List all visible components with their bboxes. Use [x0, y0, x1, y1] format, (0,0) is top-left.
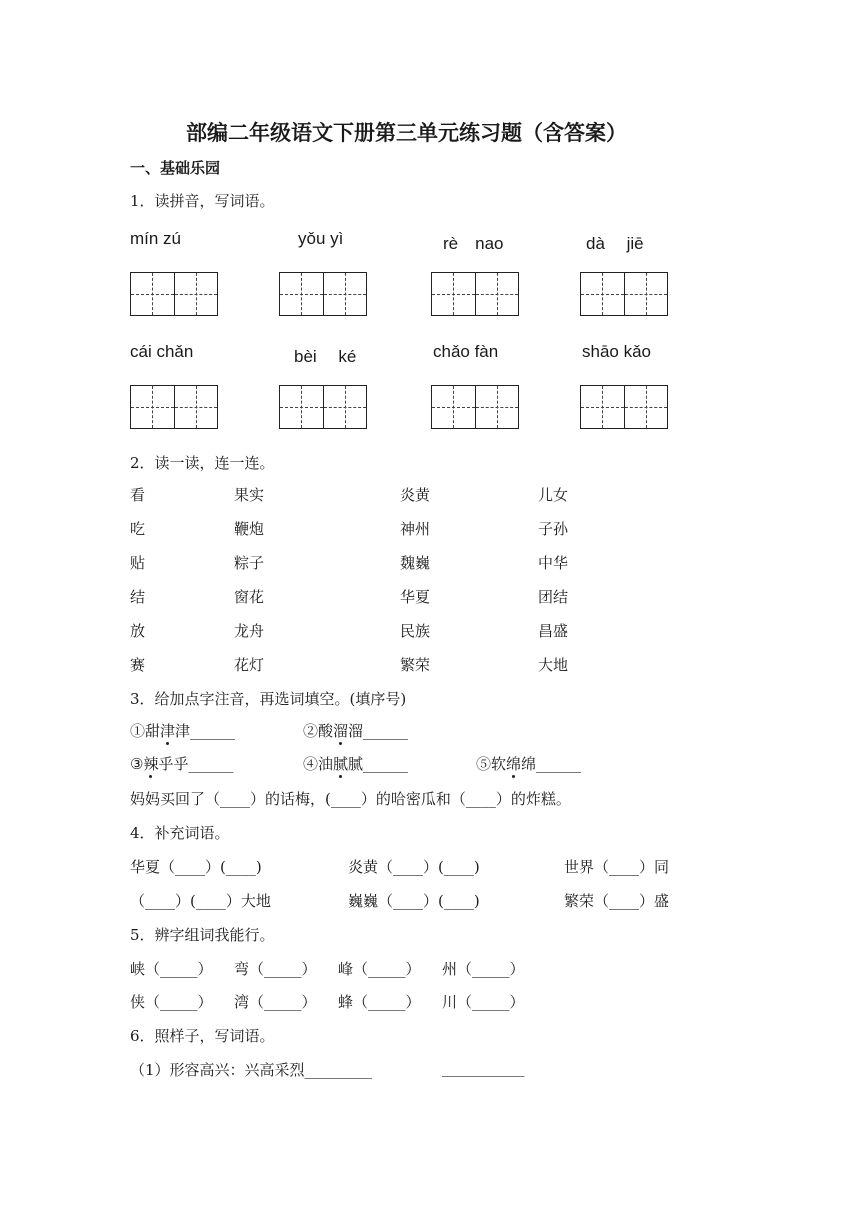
fill-item[interactable]: 峡（_____）: [130, 960, 213, 978]
question-6-prompt: 6．照样子，写词语。: [130, 1027, 275, 1045]
match-item[interactable]: 中华: [538, 554, 569, 572]
match-item[interactable]: 粽子: [234, 554, 265, 572]
word-item-3[interactable]: ③辣乎乎______: [130, 755, 234, 773]
match-item[interactable]: 子孙: [538, 520, 569, 538]
match-item[interactable]: 大地: [538, 656, 569, 674]
match-item[interactable]: 窗花: [234, 588, 265, 606]
fill-item[interactable]: 州（_____）: [442, 960, 525, 978]
question-4-prompt: 4．补充词语。: [130, 824, 230, 842]
pinyin: cái chǎn: [130, 342, 194, 361]
match-item[interactable]: 神州: [400, 520, 431, 538]
match-item[interactable]: 昌盛: [538, 622, 569, 640]
match-item[interactable]: 炎黄: [400, 486, 431, 504]
match-item[interactable]: 看: [130, 486, 146, 504]
writing-grid[interactable]: [279, 385, 367, 429]
fill-item[interactable]: （____）(____）大地: [130, 892, 271, 910]
match-item[interactable]: 果实: [234, 486, 265, 504]
dotted-char: 津: [160, 722, 176, 740]
word-item-2[interactable]: ②酸溜溜______: [303, 722, 409, 740]
match-item[interactable]: 放: [130, 622, 146, 640]
question-1-prompt: 1．读拼音，写词语。: [130, 192, 275, 210]
dotted-char: 腻: [333, 755, 349, 773]
match-item[interactable]: 民族: [400, 622, 431, 640]
fill-item[interactable]: 炎黄（____）(____): [348, 858, 480, 876]
writing-grid[interactable]: [580, 385, 668, 429]
word-item-1[interactable]: ①甜津津______: [130, 722, 236, 740]
question-5-prompt: 5．辨字组词我能行。: [130, 926, 275, 944]
writing-grid[interactable]: [580, 272, 668, 316]
writing-grid[interactable]: [431, 272, 519, 316]
pinyin: bèi ké: [294, 347, 357, 366]
match-item[interactable]: 龙舟: [234, 622, 265, 640]
match-item[interactable]: 华夏: [400, 588, 431, 606]
fill-item[interactable]: 湾（_____）: [234, 993, 317, 1011]
writing-grid[interactable]: [130, 272, 218, 316]
fill-item[interactable]: 蜂（_____）: [338, 993, 421, 1011]
match-item[interactable]: 儿女: [538, 486, 569, 504]
pinyin: chǎo fàn: [433, 342, 499, 361]
writing-grid[interactable]: [279, 272, 367, 316]
match-item[interactable]: 花灯: [234, 656, 265, 674]
match-item[interactable]: 鞭炮: [234, 520, 265, 538]
dotted-char: 绵: [506, 755, 522, 773]
match-item[interactable]: 团结: [538, 588, 569, 606]
question-3-prompt: 3．给加点字注音，再选词填空。(填序号): [130, 690, 407, 708]
fill-item[interactable]: 侠（_____）: [130, 993, 213, 1011]
dotted-char: 溜: [333, 722, 349, 740]
pinyin: mín zú: [130, 229, 182, 248]
pinyin: yǒu yì: [298, 229, 344, 248]
dotted-char: 辣: [143, 755, 159, 773]
question-2-prompt: 2．读一读，连一连。: [130, 454, 275, 472]
fill-item[interactable]: 世界（____）同: [564, 858, 670, 876]
pinyin: dà jiē: [586, 234, 644, 253]
match-item[interactable]: 赛: [130, 656, 146, 674]
match-item[interactable]: 吃: [130, 520, 146, 538]
match-item[interactable]: 繁荣: [400, 656, 431, 674]
fill-item[interactable]: 巍巍（____）(____): [348, 892, 480, 910]
word-item-4[interactable]: ④油腻腻______: [303, 755, 409, 773]
fill-blank[interactable]: ___________: [442, 1059, 525, 1077]
fill-item[interactable]: 川（_____）: [442, 993, 525, 1011]
match-item[interactable]: 魏巍: [400, 554, 431, 572]
fill-item[interactable]: 弯（_____）: [234, 960, 317, 978]
fill-item[interactable]: 华夏（____）(____): [130, 858, 262, 876]
writing-grid[interactable]: [130, 385, 218, 429]
fill-line[interactable]: （1）形容高兴：兴高采烈_________: [130, 1061, 373, 1079]
section-heading: 一、基础乐园: [130, 159, 221, 177]
pinyin: rè nao: [443, 234, 504, 253]
fill-sentence[interactable]: 妈妈买回了（____）的话梅，(____）的哈密瓜和（____）的炸糕。: [130, 790, 571, 808]
match-item[interactable]: 贴: [130, 554, 146, 572]
word-item-5[interactable]: ⑤软绵绵______: [476, 755, 582, 773]
page-title: 部编二年级语文下册第三单元练习题（含答案）: [186, 121, 627, 145]
fill-item[interactable]: 峰（_____）: [338, 960, 421, 978]
fill-item[interactable]: 繁荣（____）盛: [564, 892, 670, 910]
writing-grid[interactable]: [431, 385, 519, 429]
match-item[interactable]: 结: [130, 588, 146, 606]
pinyin: shāo kǎo: [582, 342, 651, 361]
